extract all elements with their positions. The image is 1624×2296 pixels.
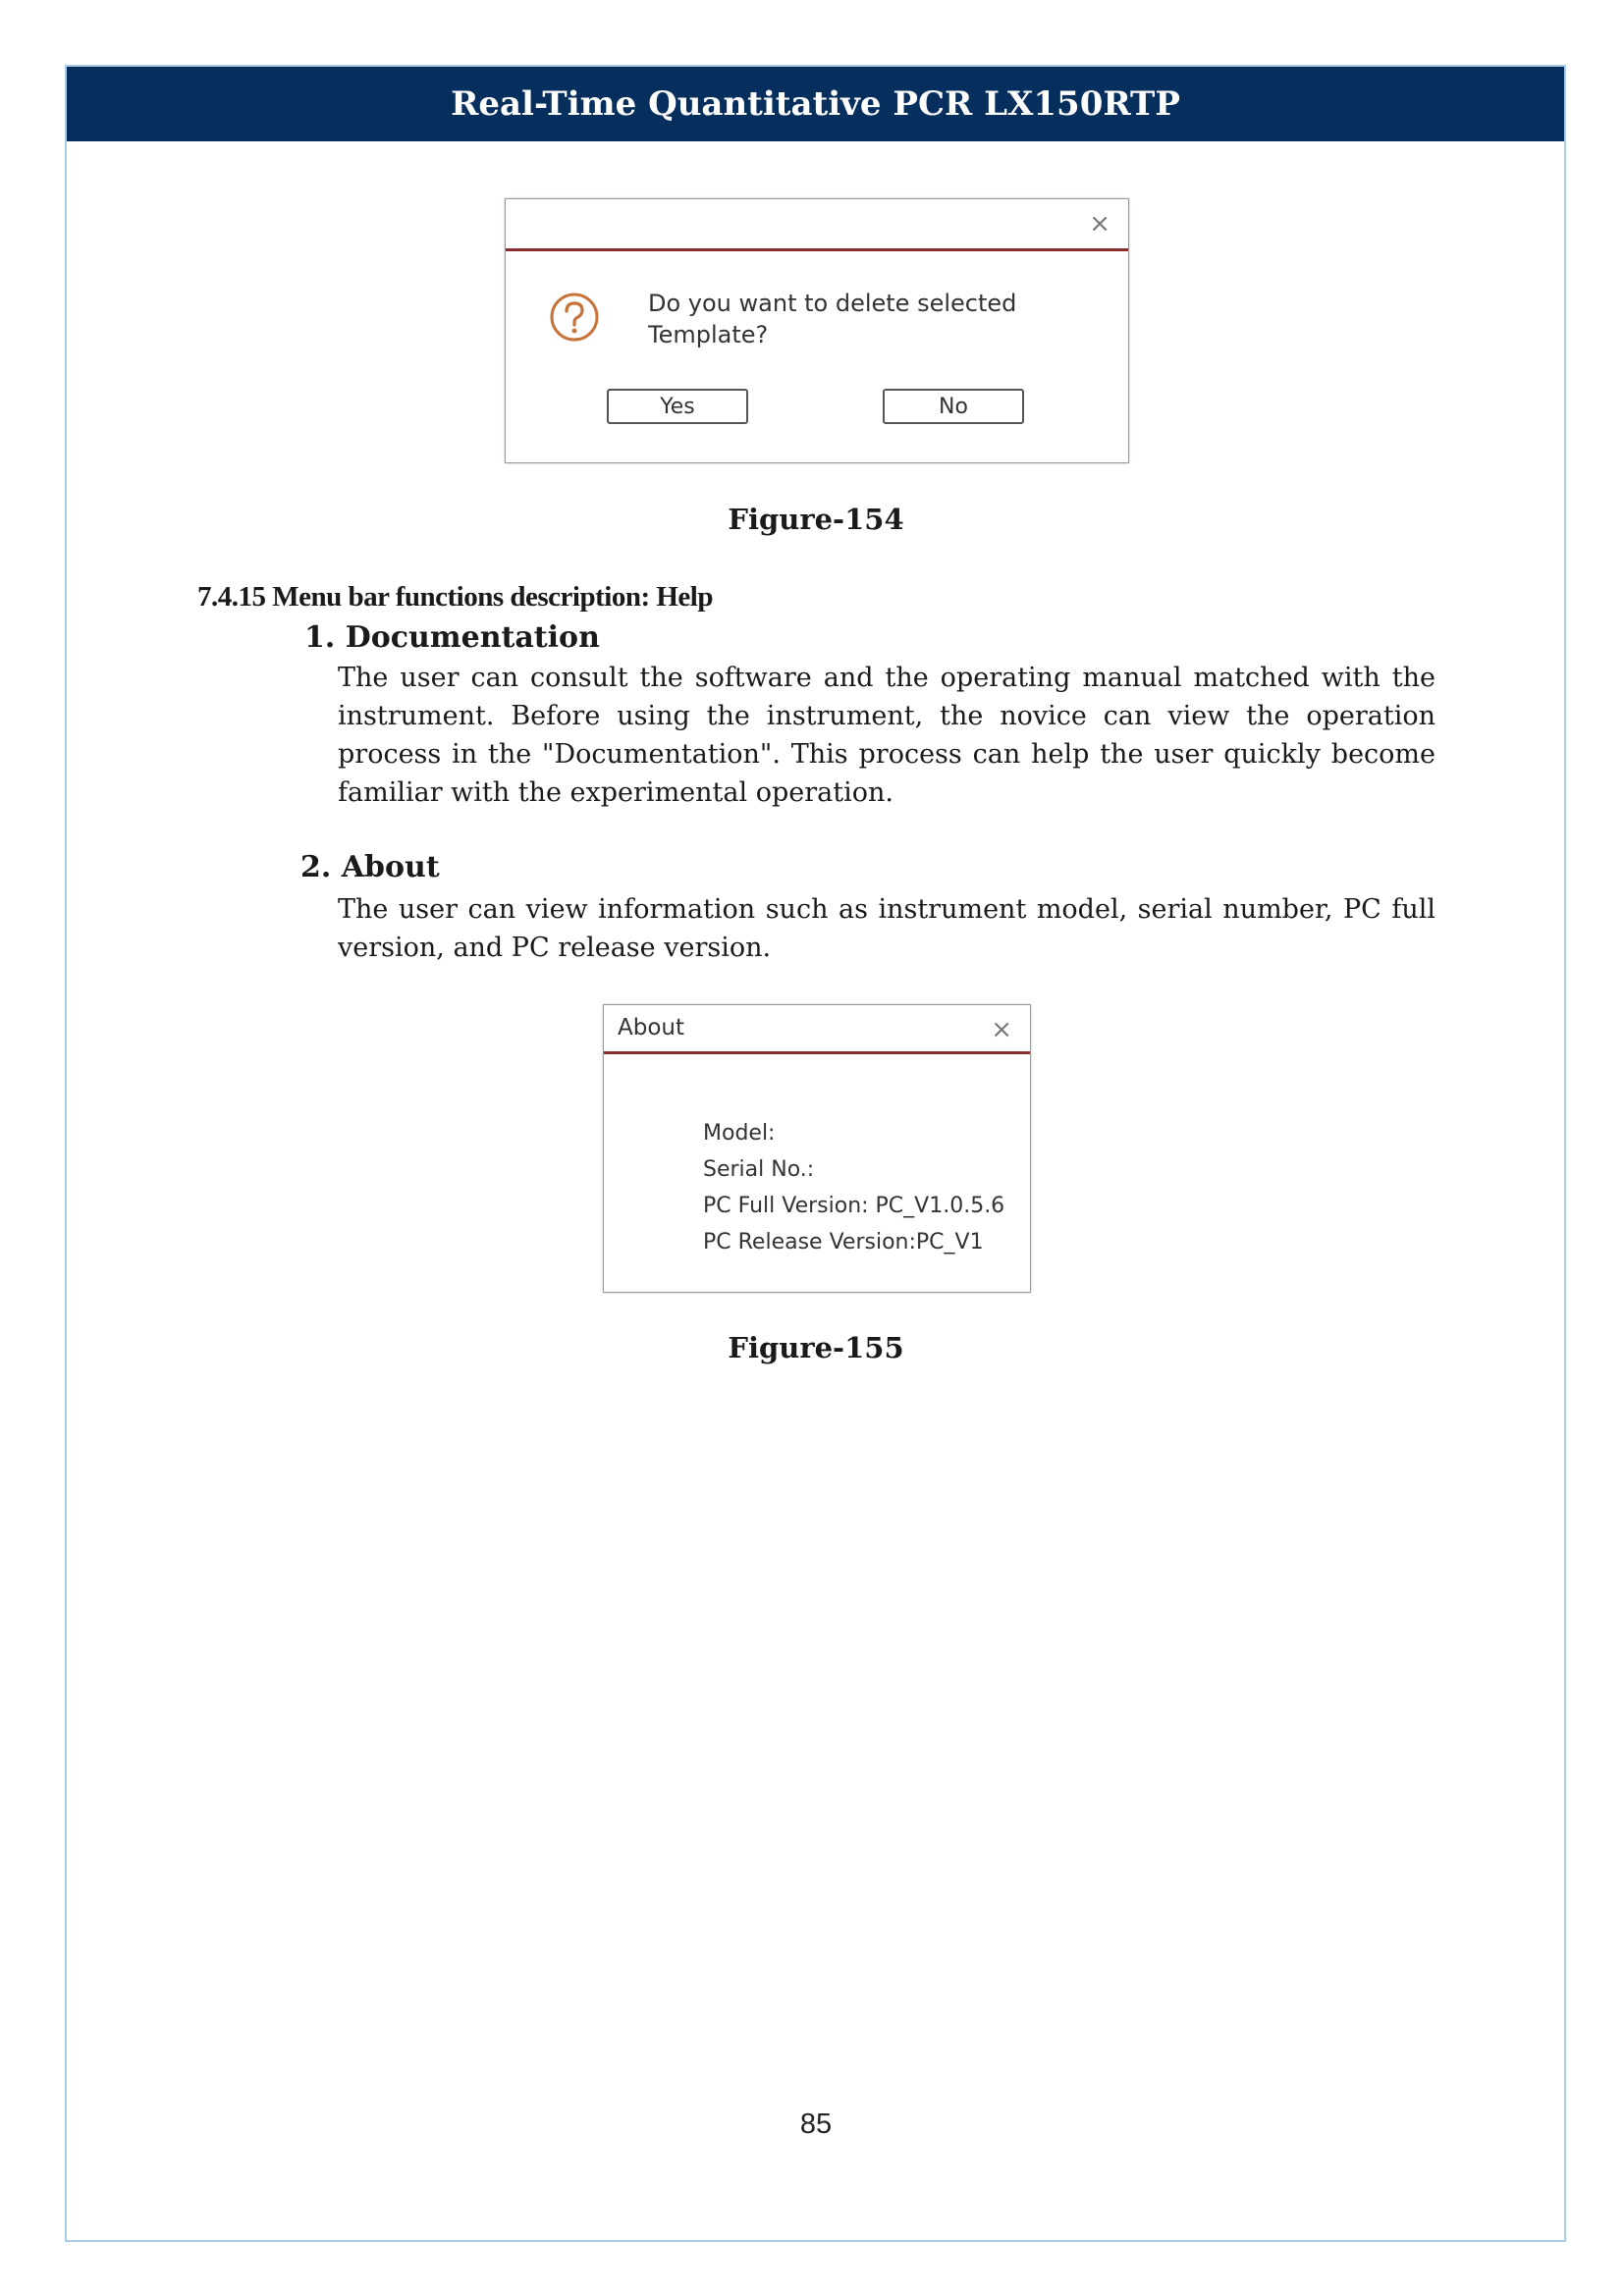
full-version-label: PC Full Version: PC_V1.0.5.6: [703, 1194, 1005, 1218]
dialog-title: About: [618, 1015, 685, 1041]
dialog-title-rule: [604, 1051, 1030, 1054]
dialog-title-rule: [506, 248, 1128, 251]
close-icon[interactable]: ×: [991, 1015, 1012, 1044]
paragraph-about: The user can view information such as instrument model, serial number, PC full version, and PC release version.: [338, 894, 1435, 963]
paragraph-documentation: The user can consult the software and the operating manual matched with the instrument. Before using the instrument, the novice can view the operation process in the "Documentation". This process can help the user quickly become familiar with the experimental operation.: [338, 663, 1435, 808]
subsection-heading-documentation: 1. Documentation: [304, 620, 600, 655]
subsection-heading-about: 2. About: [300, 850, 440, 884]
page-number: 85: [799, 2109, 833, 2140]
figure-caption: Figure-154: [728, 503, 904, 536]
dialog-message: Do you want to delete selected Template?: [648, 290, 1017, 348]
section-heading: 7.4.15 Menu bar functions description: Help: [197, 581, 713, 613]
question-circle-icon: [549, 292, 600, 343]
delete-template-dialog: [505, 198, 1129, 463]
document-title: Real-Time Quantitative PCR LX150RTP: [451, 84, 1180, 124]
no-button[interactable]: No: [883, 389, 1024, 424]
close-icon[interactable]: ×: [1089, 209, 1110, 239]
about-info: [703, 1115, 1004, 1260]
yes-button[interactable]: Yes: [607, 389, 748, 424]
serial-label: Serial No.:: [703, 1157, 815, 1182]
figure-caption: Figure-155: [728, 1331, 904, 1364]
release-version-label: PC Release Version:PC_V1: [703, 1230, 984, 1255]
about-dialog: [603, 1004, 1031, 1293]
model-label: Model:: [703, 1121, 776, 1146]
document-header: [67, 67, 1564, 141]
